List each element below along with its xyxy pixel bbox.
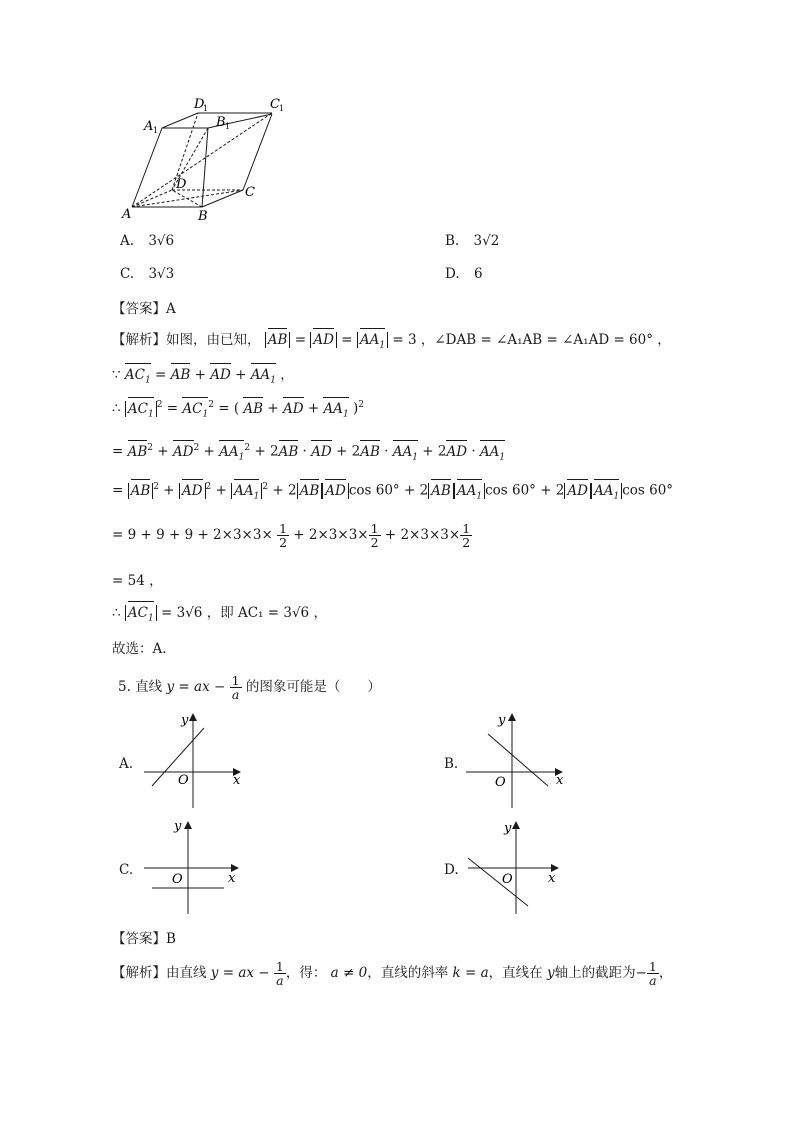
q5-graph-b[interactable] xyxy=(460,708,575,813)
q5-option-c-key[interactable]: C. xyxy=(119,862,134,878)
analysis-label: 【解析】 xyxy=(112,965,166,982)
q5-answer: 【答案】B xyxy=(112,931,176,947)
q4-analysis-line3: ∴ $AC_1^2 = AC_1^2$ = ( AB + AD + $AA_1$ )$^2$ xyxy=(112,400,364,420)
axis-x-label: x xyxy=(556,773,564,788)
option-text: 3√2 xyxy=(473,233,500,249)
q5-option-b-key[interactable]: B. xyxy=(444,756,459,772)
label-C: C xyxy=(245,185,255,200)
label-D1: D xyxy=(194,97,205,112)
axis-y-label: y xyxy=(174,819,182,834)
analysis-text: ，直线的斜率 xyxy=(367,965,449,982)
label-A1-sub: 1 xyxy=(153,126,159,135)
q5-number: 5. 直线 xyxy=(118,679,163,696)
analysis-text: ， xyxy=(658,965,673,982)
q4-option-b[interactable] xyxy=(445,233,499,249)
q4-choose: 故选：A. xyxy=(112,641,167,657)
final-equation: = 3√6 ，即 AC₁ = 3√6 ， xyxy=(161,605,327,621)
label-A: A xyxy=(122,207,132,222)
q4-option-a[interactable] xyxy=(120,233,174,249)
option-text: 3√6 xyxy=(148,233,175,249)
analysis-text: 轴上的截距为 xyxy=(554,965,636,982)
axis-y-label: y xyxy=(181,713,189,728)
q4-option-c[interactable] xyxy=(120,266,174,282)
axis-x-label: x xyxy=(548,871,556,886)
q4-analysis-line4: = $AB^2 + AD^2 + AA_1^2 + 2AB$ · AD + $2AB \cdot AA_1 + 2AD \cdot AA_1$ xyxy=(112,443,506,463)
axis-x-label: x xyxy=(233,773,241,788)
q5-stem: 5. 直线 y = ax − $\frac{1}{a}$ 的图象可能是（ ） xyxy=(118,673,381,703)
q4-analysis-line2: ∵ $AC_1$ = AB + AD + $AA_1$ ， xyxy=(112,367,294,386)
analysis-math: a ≠ 0 xyxy=(330,965,368,982)
parallelepiped-figure xyxy=(110,92,300,224)
label-D1-sub: 1 xyxy=(203,104,209,113)
analysis-text: ，得： xyxy=(285,965,327,982)
sum-expression: = 9 + 9 + 9 + 2×3×3× xyxy=(112,527,273,544)
q4-analysis-line5: = AB $^2$ + AD $^2 + AA_1^2 + 2$ AB AD cos 60° + 2 AB $AA_1$ cos 60° + 2 AD $AA_1$ cos 60° xyxy=(112,482,674,502)
label-B: B xyxy=(198,209,208,224)
label-B1: B xyxy=(216,115,226,130)
q5-graph-c[interactable] xyxy=(140,816,255,921)
label-C1-sub: 1 xyxy=(279,104,285,113)
label-C1: C xyxy=(270,97,280,112)
axis-y-label: y xyxy=(498,713,506,728)
origin-label: O xyxy=(172,872,183,887)
analysis-math: y xyxy=(546,965,555,982)
q4-analysis-final: ∴ $AC_1 = 3√6$ ，即 AC₁ = 3√6 ， xyxy=(112,605,327,624)
q4-result: = 54 ， xyxy=(112,573,163,589)
analysis-label: 【解析】 xyxy=(112,332,166,348)
q4-analysis-line6: = 9 + 9 + 9 + 2×3×3× $\frac{1}{2}$ + 2×3×3× $\frac{1}{2}$ + 2×3×3× $\frac{1}{2}$ xyxy=(112,521,471,551)
q5-graph-d[interactable] xyxy=(462,816,577,921)
analysis-condition: = 3 ，∠DAB = ∠A₁AB = ∠A₁AD = 60° ， xyxy=(392,332,671,348)
because-symbol: ∵ xyxy=(112,367,121,383)
origin-label: O xyxy=(502,872,513,887)
q5-analysis: 【解析】由直线 y = ax − $\frac{1}{a}$ ，得： a ≠ 0，直线的斜率 k = a，直线在 y轴上的截距为− $\frac{1}{a}$ ， xyxy=(112,959,673,989)
option-text: 3√3 xyxy=(148,266,175,282)
analysis-text: 由直线 xyxy=(166,965,207,982)
axis-y-label: y xyxy=(504,821,512,836)
option-key: B. xyxy=(445,233,460,249)
analysis-math: k = a xyxy=(452,965,489,982)
origin-label: O xyxy=(495,775,506,790)
analysis-intro: 如图，由已知， xyxy=(166,332,261,348)
axis-x-label: x xyxy=(228,871,236,886)
option-key: C. xyxy=(120,266,135,282)
label-B1-sub: 1 xyxy=(225,122,231,131)
therefore-symbol: ∴ xyxy=(112,400,121,417)
q5-graph-a[interactable] xyxy=(140,708,255,813)
q4-answer: 【答案】A xyxy=(112,301,176,317)
option-text: 6 xyxy=(473,266,483,282)
q5-option-a-key[interactable]: A. xyxy=(119,756,134,772)
origin-label: O xyxy=(178,773,189,788)
label-D: D xyxy=(176,177,187,192)
therefore-symbol: ∴ xyxy=(112,605,121,621)
option-key: D. xyxy=(445,266,460,282)
option-key: A. xyxy=(120,233,135,249)
q4-option-d[interactable] xyxy=(445,266,483,282)
label-A1: A xyxy=(144,119,154,134)
analysis-text: ，直线在 xyxy=(488,965,543,982)
q4-analysis-line1: 【解析】如图，由已知， AB = AD = $AA_1 = 3$ ，∠DAB = ∠A₁AB = ∠A₁AD = 60° ， xyxy=(112,332,671,351)
q5-stem-suffix: 的图象可能是（ ） xyxy=(245,679,381,696)
q5-option-d-key[interactable]: D. xyxy=(444,862,459,878)
